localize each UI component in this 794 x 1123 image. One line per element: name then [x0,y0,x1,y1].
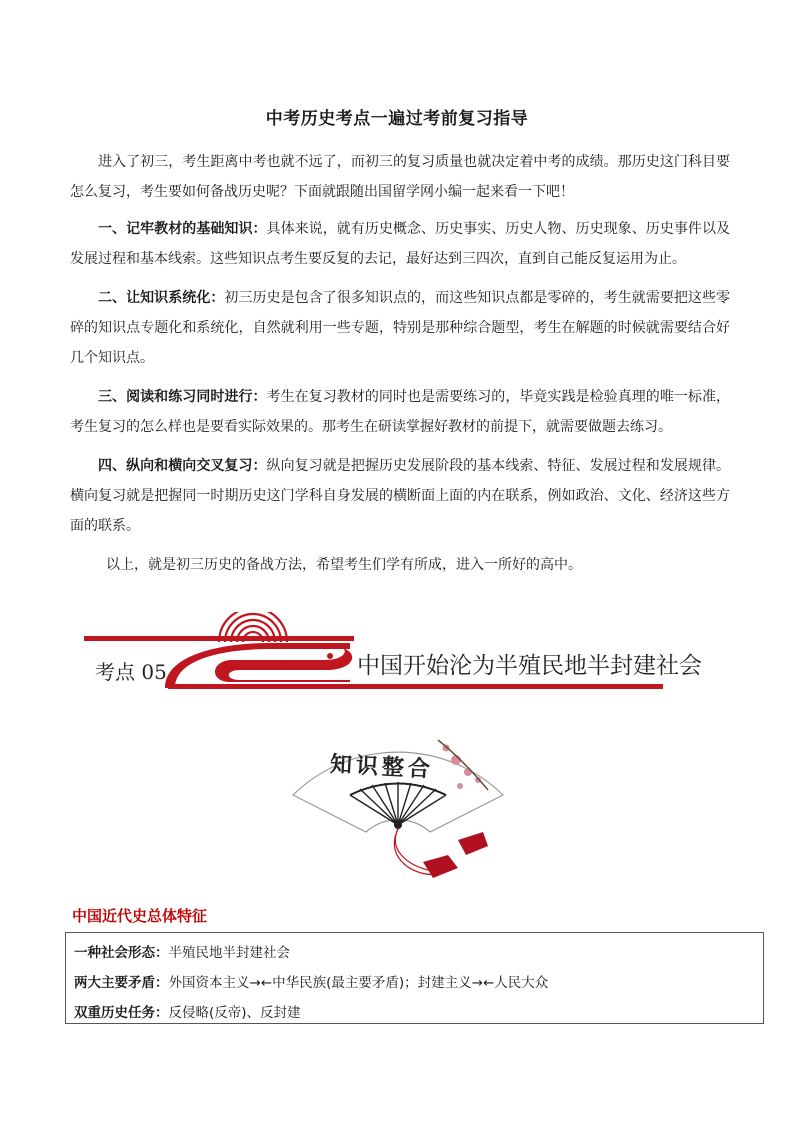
point-heading: 三、阅读和练习同时进行： [98,389,267,405]
summary-row [74,941,290,961]
point-body: 初三历史是包含了很多知识点的，而这些知识点都是零碎的，考生就需要把这些零碎的知识点专题化和系统化，自然就利用一些专题，特别是那种综合题型，考生在解题的时候就需要结合好几个知识点。 [70,290,731,366]
summary-row [74,971,548,991]
point-heading: 四、纵向和横向交叉复习： [98,458,267,474]
fan-caption: 知识整合 [329,751,435,783]
point-heading: 一、记牢教材的基础知识： [98,221,267,237]
summary-heading: 中国近代史总体特征 [72,907,208,925]
point-paragraph-2 [70,283,730,373]
point-body: 具体来说，就有历史概念、历史事实、历史人物、历史现象、历史事件以及发展过程和基本线索。这些知识点考生要反复的去记，最好达到三四次，直到自己能反复运用为止。 [70,221,730,267]
page-title: 中考历史考点一遍过考前复习指导 [265,109,529,129]
intro-paragraph: 进入了初三，考生距离中考也就不远了，而初三的复习质量也就决定着中考的成绩。那历史这门科目要怎么复习，考生要如何备战历史呢？下面就跟随出国留学网小编一起来看一下吧！ [70,154,730,200]
row-label: 两大主要矛盾： [74,975,169,991]
summary-box [65,932,764,1024]
conclusion-paragraph: 以上，就是初三历史的备战方法，希望考生们学有所成，进入一所好的高中。 [106,557,582,573]
row-value: 外国资本主义→←中华民族(最主要矛盾)；封建主义→←人民大众 [168,975,549,991]
point-paragraph-3 [70,382,730,442]
point-body: 纵向复习就是把握历史发展阶段的基本线索、特征、发展过程和发展规律。横向复习就是把握同一时期历史这门学科自身发展的横断面上面的内在联系，例如政治、文化、经济这些方面的联系。 [70,458,730,534]
point-paragraph-1 [70,214,730,274]
fan-illustration [288,700,508,890]
row-value: 半殖民地半封建社会 [168,945,290,961]
point-paragraph-4 [70,451,730,541]
point-body: 考生在复习教材的同时也是需要练习的，毕竟实践是检验真理的唯一标准，考生复习的怎么样也是要看实际效果的。那考生在研读掌握好教材的前提下，就需要做题去练习。 [70,389,730,435]
row-label: 一种社会形态： [74,945,169,961]
topic-number-label: 考点 05 [95,660,167,684]
point-heading: 二、让知识系统化： [98,290,225,306]
row-value: 反侵略(反帝)、反封建 [168,1005,301,1021]
row-label: 双重历史任务： [74,1005,169,1021]
topic-title: 中国开始沦为半殖民地半封建社会 [357,653,702,679]
summary-row [74,1001,301,1021]
